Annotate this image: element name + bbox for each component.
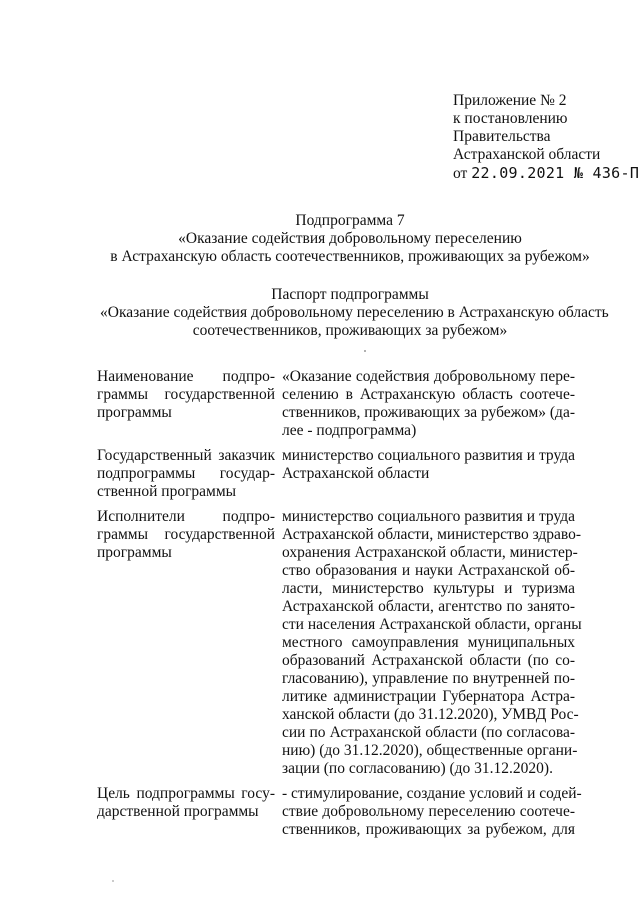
subprogram-name-line-2: в Астраханскую область соотечественников, проживающих за рубежом» [110, 248, 590, 265]
text-line: Цель подпрограммы госу- [97, 785, 275, 802]
text-line: граммы государственной [97, 526, 275, 543]
text-line: охранения Астраханской области, министер- [282, 544, 578, 561]
text-line: Государственный заказчик [97, 447, 275, 464]
approval-date-number: 22.09.2021 № 436-П [471, 164, 640, 182]
row-value [282, 368, 575, 440]
subprogram-name-line-1: «Оказание содействия добровольному переселению [178, 230, 522, 247]
text-line: литике администрации Губернатора Астра- [282, 688, 575, 705]
approval-appendix-number: Приложение № 2 [453, 92, 567, 109]
text-line: образований Астраханской области (по со- [282, 652, 575, 669]
approval-government: Правительства [453, 128, 551, 145]
text-line: ственной программы [97, 483, 237, 500]
text-line: Исполнители подпро- [97, 508, 275, 525]
text-line: Астраханской области [282, 465, 430, 482]
row-value [282, 785, 582, 839]
text-line: зации (по согласованию) (до 31.12.2020). [282, 760, 553, 777]
text-line: Наименование подпро- [97, 368, 275, 385]
text-line: ство образования и науки Астраханской об- [282, 562, 575, 579]
approval-to-resolution: к постановлению [453, 110, 568, 127]
scan-speck [364, 350, 366, 352]
row-label [97, 785, 275, 821]
text-line: программы [97, 404, 172, 421]
text-line: граммы государственной [97, 386, 275, 403]
text-line: дарственной программы [97, 803, 259, 820]
text-line: - стимулирование, создание условий и содей- [282, 785, 582, 802]
passport-title [100, 286, 609, 340]
row-value [282, 508, 582, 778]
approval-date-line [453, 164, 640, 183]
text-line: «Оказание содействия добровольному пере- [282, 368, 575, 385]
text-line: ханской области (до 31.12.2020), УМВД Рос- [282, 706, 579, 723]
text-line: программы [97, 544, 172, 561]
text-line: нию) (до 31.12.2020), общественные органи- [282, 742, 578, 759]
text-line: министерство социального развития и труда [282, 447, 575, 464]
approval-region: Астраханской области [453, 146, 601, 163]
passport-name-line-1: «Оказание содействия добровольному переселению в Астраханскую область [100, 304, 609, 321]
scan-speck [112, 880, 114, 882]
subprogram-number: Подпрограмма 7 [295, 212, 405, 229]
text-line: лее - подпрограмма) [282, 422, 417, 439]
text-line: сии по Астраханской области (по согласова- [282, 724, 575, 741]
row-label [97, 368, 275, 422]
row-value [282, 447, 575, 483]
passport-heading: Паспорт подпрограммы [271, 286, 429, 303]
approval-block [453, 92, 640, 183]
text-line: селению в Астраханскую область соотече- [282, 386, 575, 403]
text-line: Астраханской области, агентство по занято- [282, 598, 575, 615]
row-label [97, 447, 275, 501]
passport-name-line-2: соотечественников, проживающих за рубежом» [192, 322, 508, 339]
text-line: ственников, проживающих за рубежом, для [282, 821, 575, 838]
subprogram-title [100, 212, 600, 266]
approval-date-prefix: от [453, 165, 468, 182]
text-line: подпрограммы государ- [97, 465, 275, 482]
text-line: ствие добровольному переселению соотече- [282, 803, 575, 820]
text-line: местного самоуправления муниципальных [282, 634, 575, 651]
text-line: ласти, министерство культуры и туризма [282, 580, 575, 597]
text-line: министерство социального развития и труда [282, 508, 575, 525]
text-line: гласованию), управление по внутренней по- [282, 670, 575, 687]
text-line: ственников, проживающих за рубежом» (да- [282, 404, 575, 421]
text-line: Астраханской области, министерство здраво- [282, 526, 582, 543]
text-line: сти населения Астраханской области, органы [282, 616, 582, 633]
row-label [97, 508, 275, 562]
